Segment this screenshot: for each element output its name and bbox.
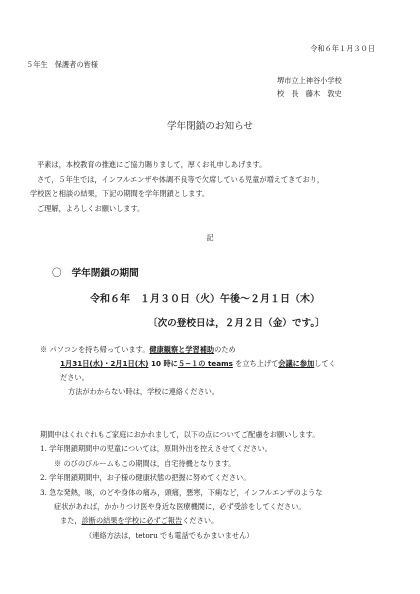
document-title: 学年閉鎖のお知らせ — [166, 121, 254, 132]
body-line: ご理解，よろしくお願いします。 — [37, 203, 145, 213]
pc-notice-text: ださい。 — [60, 373, 89, 382]
note-item-1-sub: ※ のびのびルームもこの期間は，自宅待機となります。 — [54, 458, 236, 468]
note-report-emphasis: 診断の結果を学校に必ずご報告 — [81, 516, 183, 526]
note-item-3-contact: （連絡方法は，tetoru でも電話でもかまいません） — [85, 530, 254, 540]
pc-join-meeting: 会議に参加 — [278, 359, 315, 368]
pc-teams-name: ５−１の teams — [177, 359, 233, 368]
body-text — [30, 158, 410, 216]
body-line: さて，５年生では，インフルエンザや体調不良等で欠席している児童が増えてきており， — [37, 174, 325, 184]
section-title: 学年閉鎖の期間 — [71, 268, 139, 279]
pc-notice-text: 方法がわからない時は，学校に連絡ください。 — [68, 387, 219, 396]
note-mark: ※ — [40, 345, 48, 354]
ki-marker: 記 — [206, 233, 214, 242]
pc-notice-text: パソコンを持ち帰っています。 — [49, 345, 150, 354]
note-item-3: 3. 急な発熱，咳，のどや身体の痛み，頭痛，悪寒，下痢など，インフルエンザのような — [40, 487, 323, 497]
next-school-day: 〔次の登校日は，２月２日（金）です。〕 — [148, 318, 325, 329]
recipient: ５年生 保護者の皆様 — [26, 60, 98, 69]
pc-notice-text: してく — [314, 359, 336, 368]
closure-period: 令和６年 １月３０日（火）午後～２月１日（木） — [90, 294, 320, 305]
sender-school: 堺市立上神谷小学校 — [277, 76, 342, 85]
sender-principal: 校 長 藤木 敦史 — [277, 89, 342, 98]
circle-mark-icon: 〇 — [52, 268, 62, 279]
notes-list — [40, 428, 322, 543]
pc-meeting-time: 10 時に — [148, 359, 178, 368]
pc-meeting-date: 1月31日(水)・2月1日(木) — [60, 359, 149, 368]
note-text: ください。 — [182, 516, 219, 526]
note-item-3-cont: 症状があれば，かかりつけ医や身近な医療機関に，必ず受診をしてください。 — [54, 502, 306, 512]
note-item-3-report — [40, 514, 322, 528]
note-item-2: 2. 学年閉鎖期間中，お子様の健康状態の把握に努めてください。 — [40, 473, 251, 483]
notes-intro: 期間中はくれぐれもご家庭におかれまして，以下の点についてご配慮をお願いします。 — [40, 430, 320, 439]
pc-notice-text: を立ち上げて — [232, 359, 279, 368]
section-heading — [52, 265, 139, 279]
pc-notice — [40, 343, 336, 399]
note-item-1: 1. 学年閉鎖期間中の児童については，原則外出を控えさせてください。 — [40, 444, 272, 454]
issue-date: 令和６年１月３０日 — [310, 44, 375, 53]
pc-notice-text: のため — [214, 345, 236, 354]
pc-notice-emphasis: 健康観察と学習補助 — [149, 345, 215, 354]
body-line: 平素は，本校教育の推進にご協力賜りまして，厚くお礼申しあげます。 — [37, 160, 267, 169]
body-line: 学校医と相談の結果，下記の期間を学年閉鎖とします。 — [30, 189, 210, 198]
note-text: また， — [60, 516, 82, 526]
